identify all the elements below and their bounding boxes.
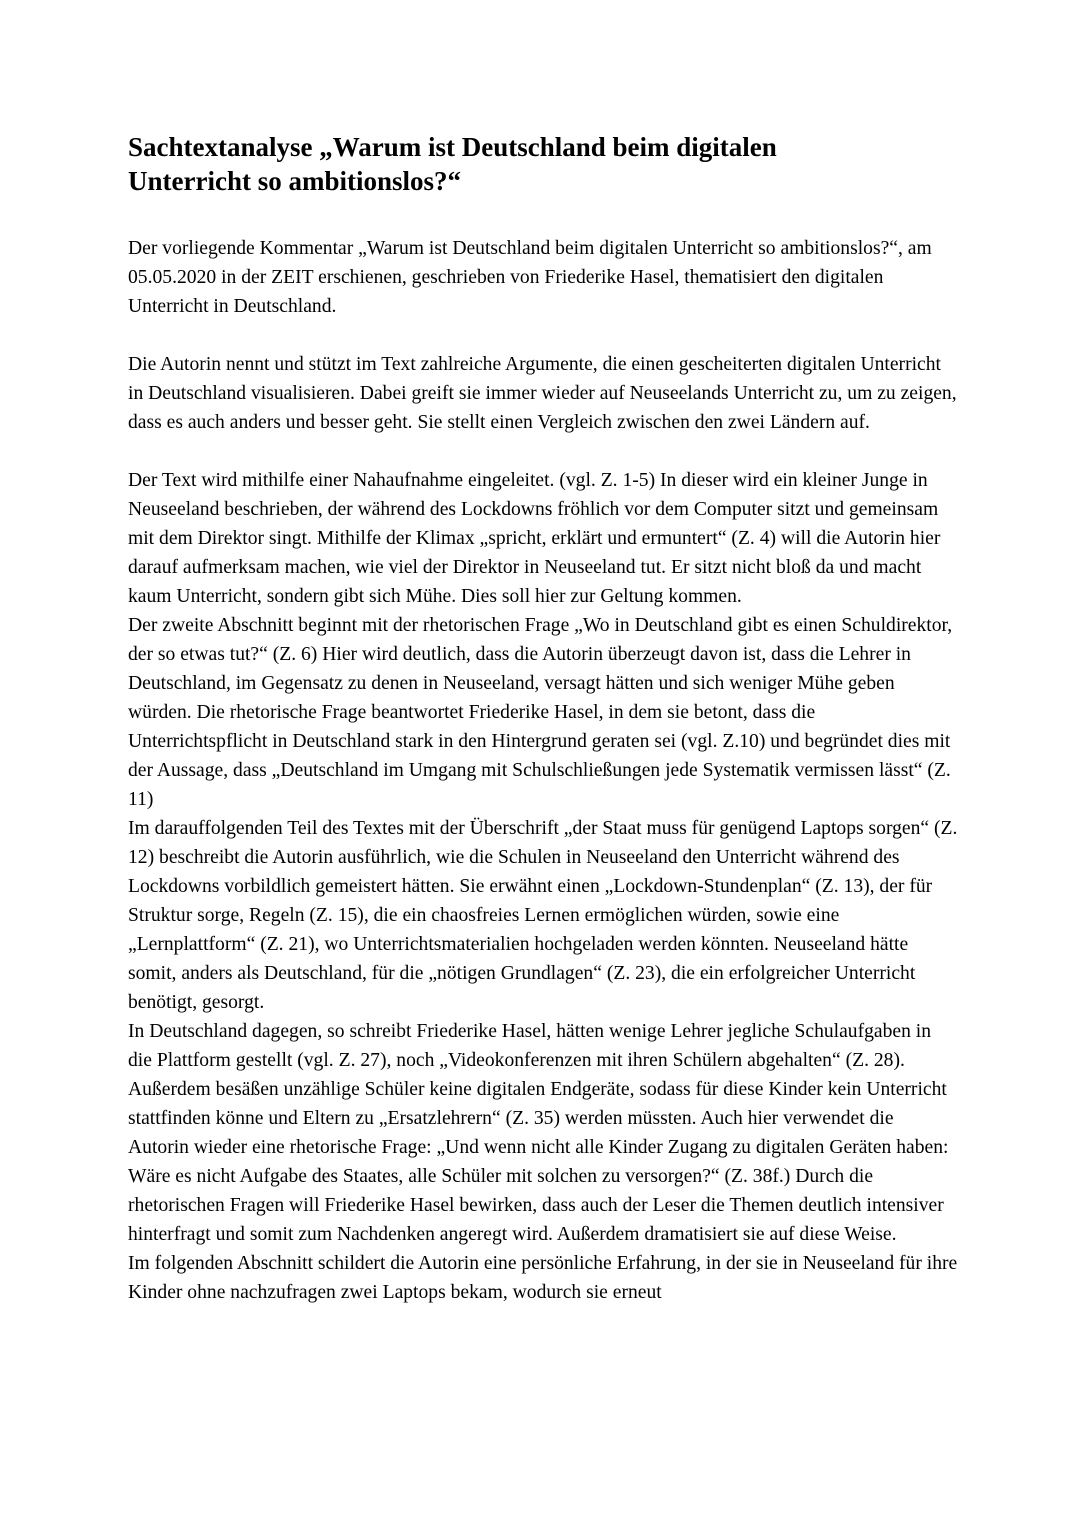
paragraph-opening: Der Text wird mithilfe einer Nahaufnahme eingeleitet. (vgl. Z. 1-5) In dieser wird ein kleiner Junge in Neuseeland beschrieben, der während des Lockdowns fröhlich vor dem Computer sitzt und gemeinsam mit dem Direktor singt. Mithilfe der Klimax „spricht, erklärt und ermuntert“ (Z. 4) will die Autorin hier darauf aufmerksam machen, wie viel der Direktor in Neuseeland tut. Er sitzt nicht bloß da und macht kaum Unterricht, sondern gibt sich Mühe. Dies soll hier zur Geltung kommen. <box>128 470 941 607</box>
document-title: Sachtextanalyse „Warum ist Deutschland beim digitalen Unterricht so ambitionslos?“ <box>128 132 777 196</box>
paragraph-germany: In Deutschland dagegen, so schreibt Friederike Hasel, hätten wenige Lehrer jegliche Schulaufgaben in die Plattform gestellt (vgl. Z. 27), noch „Videokonferenzen mit ihren Schülern abgehalten“ (Z. 28). Außerdem besäßen unzählige Schüler keine digitalen Endgeräte, sodass für diese Kinder kein Unterricht stattfinden könne und Eltern zu „Ersatzlehrern“ (Z. 35) werden müssten. Auch hier verwendet die Autorin wieder eine rhetorische Frage: „Und wenn nicht alle Kinder Zugang zu digitalen Geräten haben: Wäre es nicht Aufgabe des Staates, alle Schüler mit solchen zu versorgen?“ (Z. 38f.) Durch die rhetorischen Fragen will Friederike Hasel bewirken, dass auch der Leser die Themen deutlich intensiver hinterfragt und somit zum Nachdenken angeregt wird. Außerdem dramatisiert sie auf diese Weise. <box>128 1021 949 1245</box>
paragraph-intro: Der vorliegende Kommentar „Warum ist Deutschland beim digitalen Unterricht so ambitionslos?“, am 05.05.2020 in der ZEIT erschienen, geschrieben von Friederike Hasel, thematisiert den digitalen Unterricht in Deutschland. <box>128 238 932 317</box>
paragraph-thesis: Die Autorin nennt und stützt im Text zahlreiche Argumente, die einen gescheiterten digitalen Unterricht in Deutschland visualisieren. Dabei greift sie immer wieder auf Neuseelands Unterricht zu, um zu zeigen, dass es auch anders und besser geht. Sie stellt einen Vergleich zwischen den zwei Ländern auf. <box>128 354 957 433</box>
paragraph-second-section: Der zweite Abschnitt beginnt mit der rhetorischen Frage „Wo in Deutschland gibt es einen Schuldirektor, der so etwas tut?“ (Z. 6) Hier wird deutlich, dass die Autorin überzeugt davon ist, dass die Lehrer in Deutschland, im Gegensatz zu denen in Neuseeland, versagt hätten und sich weniger Mühe geben würden. Die rhetorische Frage beantwortet Friederike Hasel, in dem sie betont, dass die Unterrichtspflicht in Deutschland stark in den Hintergrund geraten sei (vgl. Z.10) und begründet dies mit der Aussage, dass „Deutschland im Umgang mit Schulschließungen jede Systematik vermissen lässt“ (Z. 11) <box>128 615 953 810</box>
paragraph-experience: Im folgenden Abschnitt schildert die Autorin eine persönliche Erfahrung, in der sie in Neuseeland für ihre Kinder ohne nachzufragen zwei Laptops bekam, wodurch sie erneut <box>128 1253 958 1303</box>
paragraph-third-section: Im darauffolgenden Teil des Textes mit der Überschrift „der Staat muss für genügend Laptops sorgen“ (Z. 12) beschreibt die Autorin ausführlich, wie die Schulen in Neuseeland den Unterricht während des Lockdowns vorbildlich gemeistert hätten. Sie erwähnt einen „Lockdown-Stundenplan“ (Z. 13), der für Struktur sorge, Regeln (Z. 15), die ein chaosfreies Lernen ermöglichen würden, sowie eine „Lernplattform“ (Z. 21), wo Unterrichtsmaterialien hochgeladen werden könnten. Neuseeland hätte somit, anders als Deutschland, für die „nötigen Grundlagen“ (Z. 23), die ein erfolgreicher Unterricht benötigt, gesorgt. <box>128 818 958 1013</box>
document-page <box>128 130 958 1307</box>
